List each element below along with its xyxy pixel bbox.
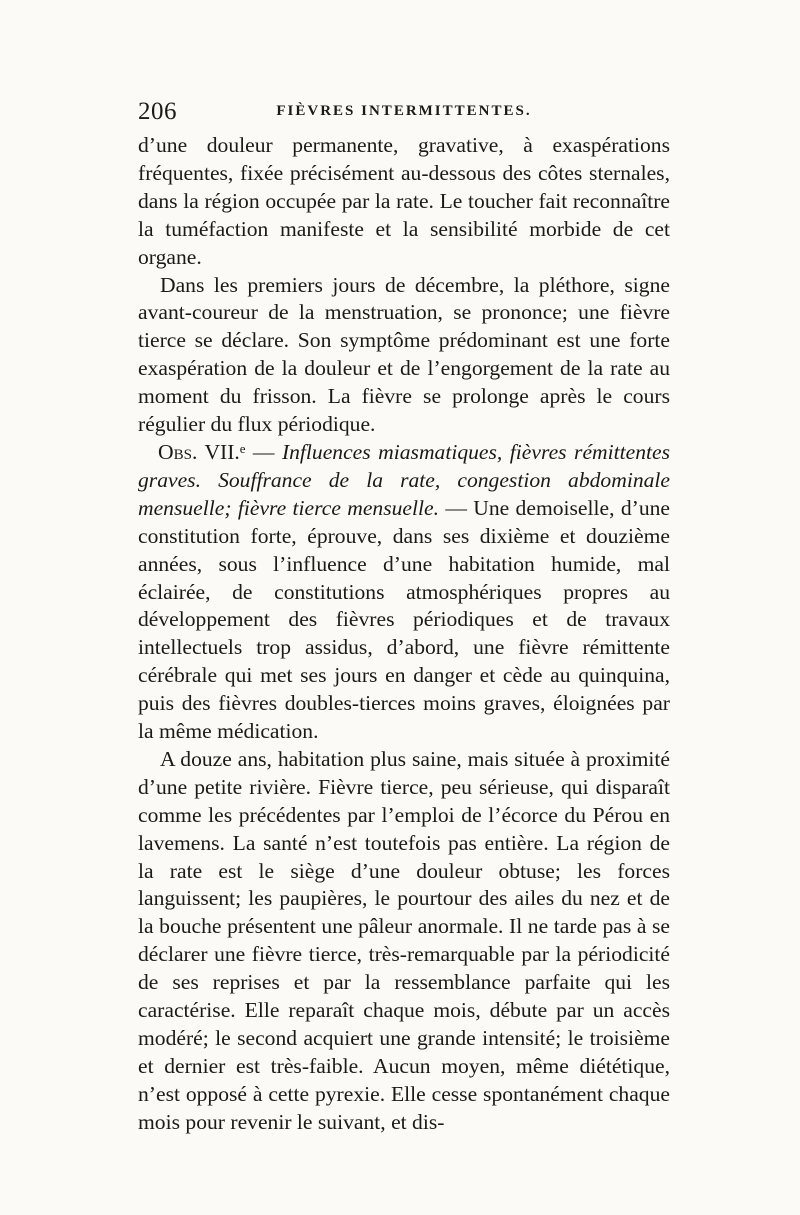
obs-label: Obs. xyxy=(158,439,198,464)
running-title: FIÈVRES INTERMITTENTES. xyxy=(276,103,532,119)
page-number: 206 xyxy=(138,98,177,125)
paragraph-4: A douze ans, habitation plus saine, mais située à proximité d’une petite rivière. Fièvre tierce, peu sérieuse, qui disparaît comme les précédentes par l’emploi de l’écorce du Pérou en lavemens. La santé n’est toutefois pas entière. La région de la rate est le siège d’une douleur obtuse; les forces languissent; les paupières, le pourtour des ailes du nez et de la bouche présentent une pâleur anormale. Il ne tarde pas à se déclarer une fièvre tierce, très-remarquable par la périodicité de ses reprises et par la ressemblance parfaite qui les caractérise. Elle reparaît chaque mois, débute par un accès modéré; le second acquiert une grande intensité; le troisième et dernier est très-faible. Aucun moyen, même diététique, n’est opposé à cette pyrexie. Elle cesse spontanément chaque mois pour revenir le suivant, et dis- xyxy=(138,746,670,1134)
obs-number: VII.ᵉ — xyxy=(204,439,275,464)
paragraph-2: Dans les premiers jours de décembre, la pléthore, signe avant-coureur de la menstruation, se prononce; une fièvre tierce se déclare. Son symptôme prédominant est une forte exaspération de la douleur et de l’engorgement de la rate au moment du frisson. La fièvre se prolonge après le cours régulier du flux périodique. xyxy=(138,272,670,437)
obs-title: Influences miasmatiques, fièvres rémittentes graves. Souffrance de la rate, congestion abdominale mensuelle; fièvre tierce mensuelle. xyxy=(138,439,670,520)
page-header xyxy=(138,98,670,132)
obs-dash: — xyxy=(438,495,474,520)
observation-paragraph xyxy=(138,439,670,746)
paragraph-1: d’une douleur permanente, gravative, à exaspérations fréquentes, fixée précisément au-dessous des côtes sternales, dans la région occupée par la rate. Le toucher fait reconnaître la tuméfaction manifeste et la sensibilité morbide de cet organe. xyxy=(138,133,670,269)
body-text xyxy=(138,132,670,1137)
book-page xyxy=(138,98,670,1134)
obs-text: Une demoiselle, d’une constitution forte, éprouve, dans ses dixième et douzième années, sous l’influence d’une habitation humide, mal éclairée, de constitutions atmosphériques propres au développement des fièvres périodiques et de travaux intellectuels trop assidus, d’abord, une fièvre rémittente cérébrale qui met ses jours en danger et cède au quinquina, puis des fièvres doubles-tierces moins graves, éloignées par la même médication. xyxy=(138,495,670,744)
